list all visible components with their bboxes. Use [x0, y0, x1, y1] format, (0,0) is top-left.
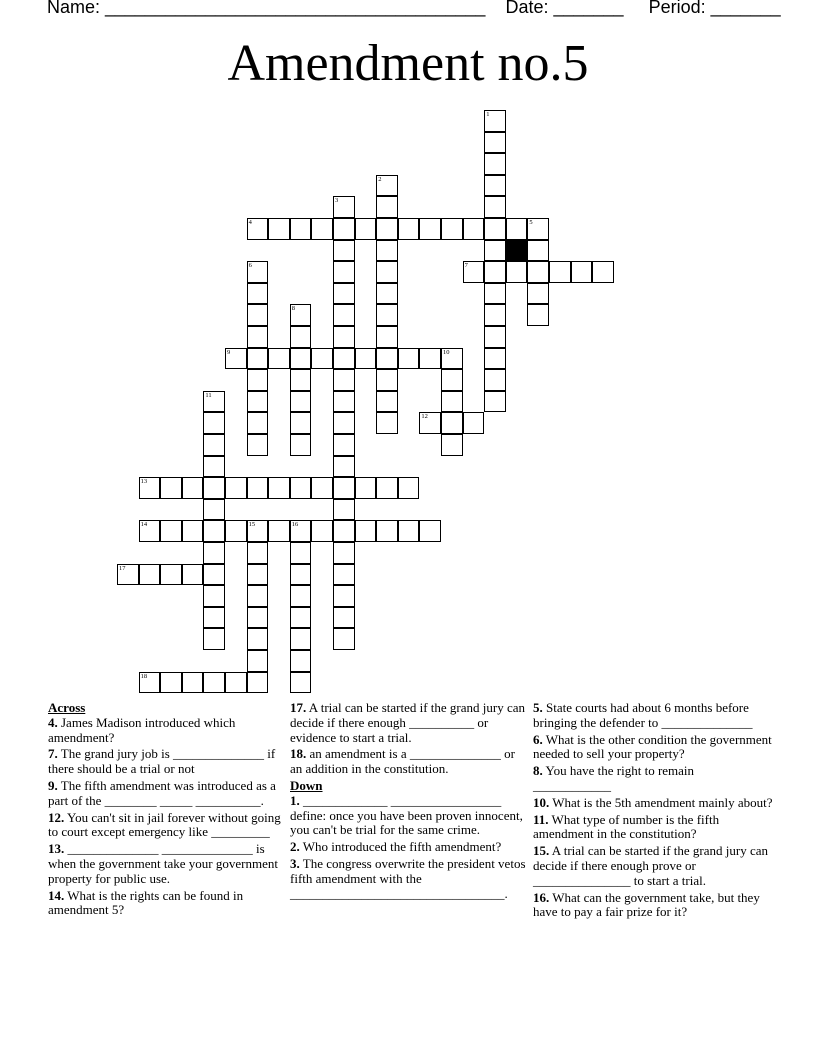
- clue-number-label: 5.: [533, 700, 543, 715]
- grid-cell[interactable]: [506, 261, 528, 283]
- page-title: Amendment no.5: [227, 35, 589, 92]
- grid-cell[interactable]: [311, 477, 333, 499]
- grid-cell[interactable]: [376, 348, 398, 370]
- clue-number: 18: [140, 672, 148, 680]
- clue-number: 1: [486, 111, 490, 118]
- grid-cell[interactable]: [247, 304, 269, 326]
- grid-cell[interactable]: [333, 369, 355, 391]
- clue-number: 2: [378, 175, 382, 183]
- grid-cell[interactable]: [268, 520, 290, 542]
- grid-cell[interactable]: [117, 564, 139, 586]
- across-clue: [290, 747, 526, 777]
- grid-cell[interactable]: [311, 348, 333, 370]
- grid-cell[interactable]: [203, 607, 225, 629]
- clue-number-label: 10.: [533, 794, 550, 810]
- grid-cell[interactable]: [549, 261, 571, 283]
- grid-cell[interactable]: [333, 434, 355, 456]
- grid-cell[interactable]: [203, 520, 225, 542]
- clue-number: 6: [248, 262, 252, 270]
- grid-cell[interactable]: [268, 218, 290, 240]
- clue-number-label: 14.: [48, 887, 65, 903]
- down-clue: [533, 891, 773, 921]
- grid-cell[interactable]: [376, 196, 398, 218]
- grid-cell[interactable]: [160, 477, 182, 499]
- grid-cell[interactable]: [333, 607, 355, 629]
- grid-cell[interactable]: [247, 391, 269, 413]
- grid-cell[interactable]: [247, 218, 269, 240]
- clue-number: 10: [443, 348, 450, 356]
- clue-number-label: 6.: [533, 731, 543, 747]
- grid-cell[interactable]: [527, 240, 549, 262]
- grid-cell[interactable]: [527, 218, 549, 240]
- grid-cell[interactable]: [333, 412, 355, 434]
- grid-cell[interactable]: [484, 348, 506, 370]
- down-clue: [290, 794, 526, 838]
- grid-cell[interactable]: [333, 542, 355, 564]
- grid-cell[interactable]: [333, 477, 355, 499]
- grid-cell[interactable]: [290, 434, 312, 456]
- grid-cell[interactable]: [247, 348, 269, 370]
- grid-cell[interactable]: [247, 283, 269, 305]
- across-clue: [290, 701, 526, 745]
- grid-cell[interactable]: [225, 672, 247, 694]
- clue-text: James Madison introduced which amendment?: [48, 714, 236, 745]
- grid-cell[interactable]: [463, 261, 485, 283]
- grid-cell[interactable]: [333, 585, 355, 607]
- grid-cell[interactable]: [247, 477, 269, 499]
- grid-cell[interactable]: [484, 175, 506, 197]
- across-clue: [48, 811, 284, 841]
- grid-cell[interactable]: [441, 218, 463, 240]
- clue-number: 16: [291, 521, 299, 529]
- grid-cell[interactable]: [376, 261, 398, 283]
- grid-cell[interactable]: [182, 477, 204, 499]
- grid-cell[interactable]: [290, 304, 312, 326]
- down-clue: [533, 813, 773, 843]
- down-clue: [533, 701, 773, 731]
- grid-cell[interactable]: [333, 391, 355, 413]
- grid-cell[interactable]: [333, 628, 355, 650]
- grid-cell[interactable]: [355, 348, 377, 370]
- clue-text: _____________ _________________ define: once you have been proven innocent, you can't be trial for the same crime.: [290, 792, 523, 838]
- grid-cell[interactable]: [290, 520, 312, 542]
- grid-cell[interactable]: [333, 196, 355, 218]
- down-clue: [290, 840, 526, 855]
- clue-text: A trial can be started if the grand jury can decide if there enough __________ or evidence to start a trial.: [290, 700, 526, 745]
- grid-cell[interactable]: [290, 218, 312, 240]
- grid-cell[interactable]: [484, 283, 506, 305]
- grid-cell[interactable]: [419, 348, 441, 370]
- clue-text: What can the government take, but they have to pay a fair prize for it?: [533, 889, 760, 920]
- grid-cell[interactable]: [484, 196, 506, 218]
- clue-number: 17: [119, 564, 126, 572]
- grid-cell[interactable]: [333, 564, 355, 586]
- down-heading: Down: [290, 777, 323, 793]
- clue-number: 3: [335, 197, 339, 205]
- clue-number: 9: [227, 348, 231, 356]
- grid-cell[interactable]: [225, 477, 247, 499]
- clues-column-2: [290, 701, 526, 903]
- grid-cell[interactable]: [419, 520, 441, 542]
- grid-cell[interactable]: [139, 672, 161, 694]
- grid-cell[interactable]: [203, 456, 225, 478]
- clue-number: 7: [464, 262, 468, 270]
- grid-cell[interactable]: [160, 564, 182, 586]
- grid-cell[interactable]: [247, 672, 269, 694]
- grid-cell[interactable]: [247, 412, 269, 434]
- grid-cell[interactable]: [290, 348, 312, 370]
- grid-cell[interactable]: [398, 477, 420, 499]
- grid-cell[interactable]: [203, 434, 225, 456]
- down-clue: [533, 796, 773, 811]
- clue-number: 12: [421, 413, 428, 421]
- clue-number: 13: [140, 478, 148, 486]
- grid-cell[interactable]: [592, 261, 614, 283]
- across-clue: [48, 889, 284, 919]
- grid-cell[interactable]: [333, 240, 355, 262]
- grid-cell[interactable]: [203, 391, 225, 413]
- clue-number: 4: [248, 219, 252, 226]
- grid-cell[interactable]: [333, 348, 355, 370]
- grid-cell[interactable]: [333, 261, 355, 283]
- down-clue: [533, 764, 773, 794]
- grid-cell[interactable]: [527, 283, 549, 305]
- grid-cell[interactable]: [203, 499, 225, 521]
- clue-number-label: 18.: [290, 746, 307, 762]
- grid-cell[interactable]: [290, 326, 312, 348]
- black-cell: [506, 240, 528, 262]
- grid-cell[interactable]: [463, 218, 485, 240]
- grid-cell[interactable]: [247, 628, 269, 650]
- grid-cell[interactable]: [290, 628, 312, 650]
- down-clue: [290, 857, 526, 901]
- grid-cell[interactable]: [247, 650, 269, 672]
- grid-cell[interactable]: [333, 499, 355, 521]
- clue-number: 5: [529, 219, 533, 226]
- grid-cell[interactable]: [290, 650, 312, 672]
- clue-number-label: 8.: [533, 763, 543, 779]
- grid-cell[interactable]: [376, 283, 398, 305]
- clue-number-label: 17.: [290, 700, 307, 715]
- grid-cell[interactable]: [333, 456, 355, 478]
- grid-cell[interactable]: [247, 564, 269, 586]
- clue-number-label: 2.: [290, 839, 300, 855]
- grid-cell[interactable]: [247, 326, 269, 348]
- clue-text: The fifth amendment was introduced as a part of the ________ _____ __________.: [48, 777, 276, 808]
- grid-cell[interactable]: [268, 477, 290, 499]
- grid-cell[interactable]: [355, 477, 377, 499]
- across-clue: [48, 747, 284, 777]
- grid-cell[interactable]: [376, 369, 398, 391]
- grid-cell[interactable]: [290, 412, 312, 434]
- grid-cell[interactable]: [333, 304, 355, 326]
- clue-number: 15: [248, 521, 256, 529]
- grid-cell[interactable]: [139, 477, 161, 499]
- name-field[interactable]: Name: ______________________________________: [47, 0, 486, 17]
- grid-cell[interactable]: [203, 542, 225, 564]
- grid-cell[interactable]: [268, 348, 290, 370]
- grid-cell[interactable]: [290, 477, 312, 499]
- grid-cell[interactable]: [355, 520, 377, 542]
- grid-cell[interactable]: [484, 132, 506, 154]
- grid-cell[interactable]: [203, 412, 225, 434]
- grid-cell[interactable]: [311, 218, 333, 240]
- grid-cell[interactable]: [527, 304, 549, 326]
- grid-cell[interactable]: [506, 218, 528, 240]
- grid-cell[interactable]: [311, 520, 333, 542]
- grid-cell[interactable]: [203, 628, 225, 650]
- grid-cell[interactable]: [376, 175, 398, 197]
- grid-cell[interactable]: [376, 412, 398, 434]
- grid-cell[interactable]: [398, 348, 420, 370]
- clue-text: an amendment is a ______________ or an addition in the constitution.: [290, 746, 515, 777]
- grid-cell[interactable]: [484, 391, 506, 413]
- clue-number-label: 3.: [290, 855, 300, 871]
- grid-cell[interactable]: [484, 326, 506, 348]
- clue-number-label: 7.: [48, 746, 58, 762]
- clue-number: 11: [205, 391, 212, 399]
- clue-text: A trial can be started if the grand jury can decide if there enough prove or _______________ to start a trial.: [533, 843, 769, 888]
- grid-cell[interactable]: [571, 261, 593, 283]
- across-clue: [48, 716, 284, 746]
- grid-cell[interactable]: [247, 607, 269, 629]
- grid-cell[interactable]: [441, 434, 463, 456]
- clue-number-label: 15.: [533, 843, 550, 859]
- grid-cell[interactable]: [376, 240, 398, 262]
- grid-cell[interactable]: [182, 520, 204, 542]
- clue-text: Who introduced the fifth amendment?: [299, 839, 502, 855]
- grid-cell[interactable]: [182, 672, 204, 694]
- grid-cell[interactable]: [484, 369, 506, 391]
- grid-cell[interactable]: [419, 218, 441, 240]
- clue-number-label: 11.: [533, 811, 549, 827]
- across-heading: Across: [48, 700, 86, 715]
- grid-cell[interactable]: [441, 412, 463, 434]
- grid-cell[interactable]: [139, 520, 161, 542]
- grid-cell[interactable]: [527, 261, 549, 283]
- grid-cell[interactable]: [419, 412, 441, 434]
- grid-cell[interactable]: [333, 520, 355, 542]
- grid-cell[interactable]: [203, 585, 225, 607]
- clue-number-label: 1.: [290, 792, 300, 808]
- grid-cell[interactable]: [247, 434, 269, 456]
- grid-cell[interactable]: [247, 369, 269, 391]
- grid-cell[interactable]: [203, 477, 225, 499]
- grid-cell[interactable]: [441, 369, 463, 391]
- grid-cell[interactable]: [290, 564, 312, 586]
- grid-cell[interactable]: [333, 326, 355, 348]
- across-clue: [48, 779, 284, 809]
- grid-cell[interactable]: [290, 542, 312, 564]
- grid-cell[interactable]: [139, 564, 161, 586]
- clue-number: 8: [291, 305, 296, 313]
- grid-cell[interactable]: [463, 412, 485, 434]
- grid-cell[interactable]: [484, 153, 506, 175]
- grid-cell[interactable]: [376, 477, 398, 499]
- clue-text: State courts had about 6 months before bringing the defender to ______________: [533, 700, 753, 730]
- grid-cell[interactable]: [182, 564, 204, 586]
- clue-number-label: 4.: [48, 714, 58, 730]
- grid-cell[interactable]: [484, 304, 506, 326]
- grid-cell[interactable]: [225, 520, 247, 542]
- grid-cell[interactable]: [441, 348, 463, 370]
- across-clue: [48, 842, 284, 886]
- down-clue: [533, 733, 773, 763]
- grid-cell[interactable]: [376, 304, 398, 326]
- clue-text: ______________ ______________ is when the government take your government property for public use.: [48, 841, 278, 886]
- clue-number-label: 16.: [533, 889, 550, 905]
- grid-cell[interactable]: [290, 672, 312, 694]
- clue-text: You can't sit in jail forever without going to court except emergency like _________: [48, 809, 281, 840]
- period-field[interactable]: Period: _______: [648, 0, 781, 17]
- grid-cell[interactable]: [290, 391, 312, 413]
- grid-cell[interactable]: [376, 391, 398, 413]
- clue-text: What is the other condition the government needed to sell your property?: [533, 731, 772, 762]
- grid-cell[interactable]: [398, 218, 420, 240]
- grid-cell[interactable]: [484, 261, 506, 283]
- grid-cell[interactable]: [484, 218, 506, 240]
- grid-cell[interactable]: [376, 218, 398, 240]
- clues-column-1: [48, 701, 284, 920]
- grid-cell[interactable]: [333, 218, 355, 240]
- clue-number-label: 13.: [48, 841, 65, 857]
- clue-text: What is the rights can be found in amendment 5?: [48, 887, 244, 918]
- clue-text: The congress overwrite the president vetos fifth amendment with the _________________________________.: [290, 855, 526, 901]
- clue-text: You have the right to remain ____________: [533, 763, 695, 793]
- grid-cell[interactable]: [355, 218, 377, 240]
- date-field[interactable]: Date: _______: [505, 0, 624, 17]
- clue-number: 14: [140, 521, 148, 529]
- grid-cell[interactable]: [247, 585, 269, 607]
- grid-cell[interactable]: [376, 326, 398, 348]
- grid-cell[interactable]: [160, 672, 182, 694]
- down-clue: [533, 844, 773, 888]
- grid-cell[interactable]: [160, 520, 182, 542]
- grid-cell[interactable]: [290, 585, 312, 607]
- grid-cell[interactable]: [203, 672, 225, 694]
- clues-column-3: [533, 701, 773, 922]
- grid-cell[interactable]: [441, 391, 463, 413]
- grid-cell[interactable]: [484, 110, 506, 132]
- clue-number-label: 12.: [48, 809, 65, 825]
- grid-cell[interactable]: [290, 369, 312, 391]
- grid-cell[interactable]: [290, 607, 312, 629]
- grid-cell[interactable]: [333, 283, 355, 305]
- grid-cell[interactable]: [247, 542, 269, 564]
- clue-text: What is the 5th amendment mainly about?: [549, 794, 773, 810]
- grid-cell[interactable]: [247, 261, 269, 283]
- grid-cell[interactable]: [225, 348, 247, 370]
- grid-cell[interactable]: [484, 240, 506, 262]
- grid-cell[interactable]: [203, 564, 225, 586]
- clue-text: What type of number is the fifth amendment in the constitution?: [533, 811, 720, 842]
- clue-number-label: 9.: [48, 777, 58, 793]
- clue-text: The grand jury job is ______________ if there should be a trial or not: [48, 746, 276, 777]
- grid-cell[interactable]: [398, 520, 420, 542]
- grid-cell[interactable]: [376, 520, 398, 542]
- grid-cell[interactable]: [247, 520, 269, 542]
